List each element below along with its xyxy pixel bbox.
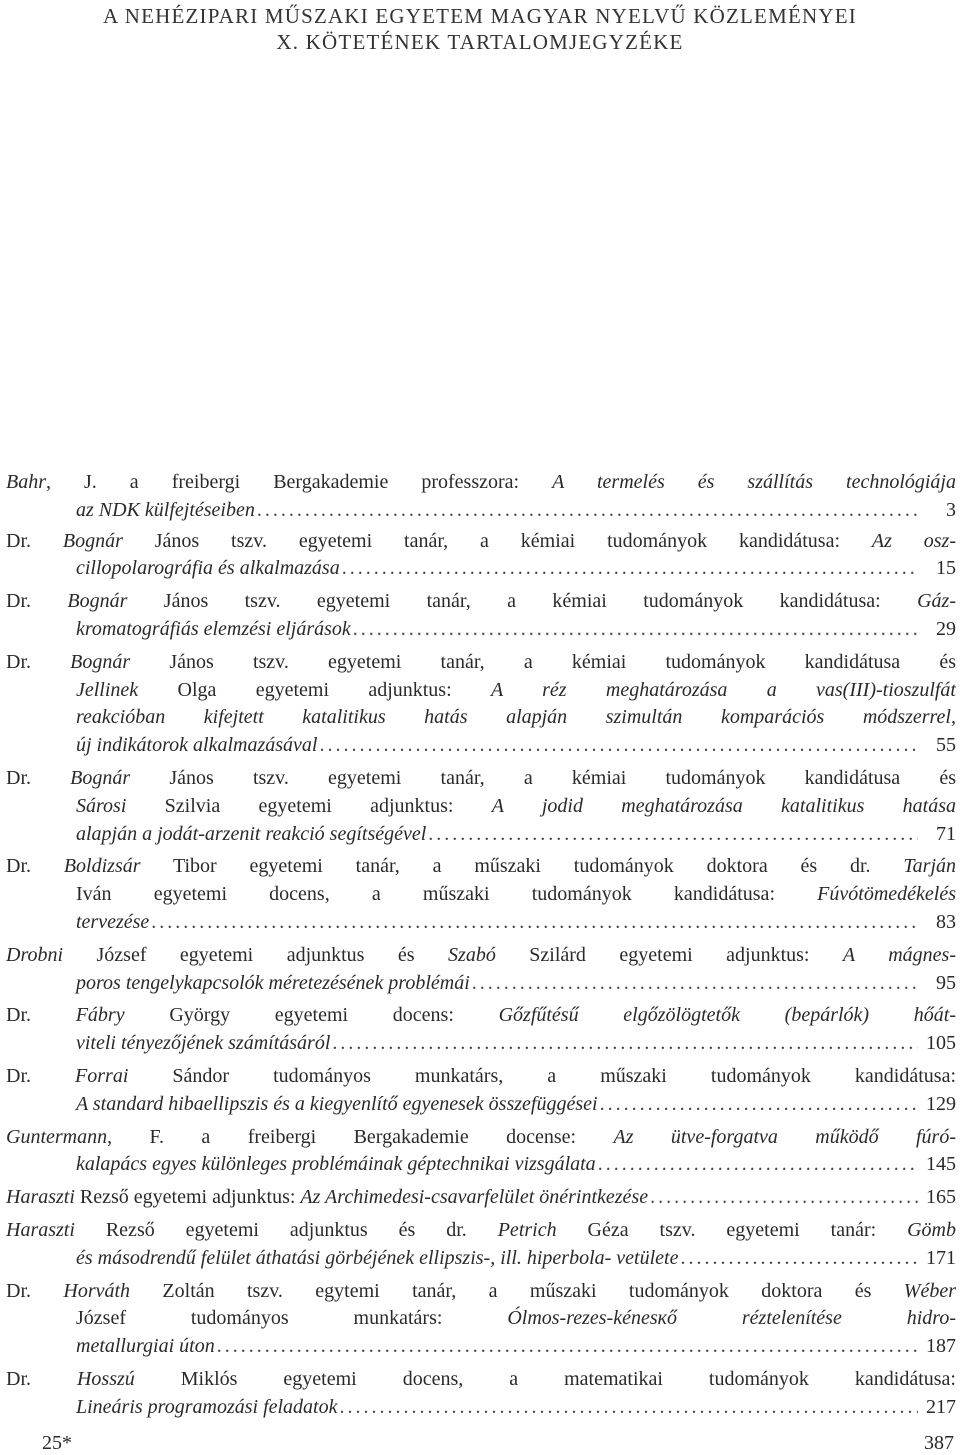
text-segment: Dr.: [6, 1367, 77, 1390]
dot-leader: [319, 732, 918, 760]
text-segment: Rezső egyetemi adjunktus és dr.: [74, 1218, 498, 1241]
toc-line: [6, 1091, 956, 1119]
toc-line: [6, 1030, 956, 1058]
italic-text: Gáz-: [917, 590, 956, 613]
toc-line-text: [76, 1151, 596, 1179]
toc-line: [6, 497, 956, 525]
toc-line-text: [76, 732, 317, 760]
text-segment: Sándor tudományos munkatárs, a műszaki tudományok kandidátusa:: [128, 1064, 956, 1087]
text-segment: Olga egyetemi adjunktus:: [138, 678, 491, 701]
italic-text: Guntermann: [6, 1125, 108, 1148]
toc-line: [6, 1063, 956, 1091]
italic-text: A jodid meghatározása katalitikus hatása: [491, 794, 956, 817]
dot-leader: [680, 1245, 918, 1273]
toc-entry: [6, 1278, 956, 1361]
italic-text: Jellinek: [76, 678, 139, 701]
table-of-contents: [6, 469, 956, 1427]
toc-line: [6, 1217, 956, 1245]
dot-leader: [340, 1394, 919, 1422]
italic-text: Forrai: [75, 1064, 129, 1087]
italic-text: Bognár: [67, 590, 128, 613]
toc-line: [6, 555, 956, 583]
italic-text: cillopolarográfia és alkalmazása: [76, 557, 340, 580]
toc-entry: [6, 765, 956, 848]
italic-text: reakcióban kifejtett katalitikus hatás alapján szimultán komparációs módszerrel,: [76, 706, 956, 729]
text-segment: János tszv. egyetemi tanár, a kémiai tudományok kandidátusa és: [130, 766, 956, 789]
toc-line-text: [76, 970, 470, 998]
dot-leader: [600, 1091, 918, 1119]
italic-text: Boldizsár: [63, 855, 141, 878]
italic-text: kromatográfiás elemzési eljárások: [76, 617, 351, 640]
text-segment: Dr.: [6, 1064, 76, 1087]
text-segment: , J. a freibergi Bergakademie professzora:: [46, 471, 553, 493]
italic-text: az NDK külfejtéseiben: [76, 498, 255, 521]
italic-text: Petrich: [497, 1218, 557, 1241]
text-segment: József egyetemi adjunktus és: [63, 943, 449, 966]
toc-line-text: [76, 1394, 338, 1422]
toc-page-number: 171: [926, 1246, 956, 1269]
dot-leader: [353, 616, 918, 644]
italic-text: Horváth: [63, 1279, 131, 1302]
text-segment: Rezső egyetemi adjunktus:: [74, 1186, 301, 1209]
text-segment: György egyetemi docens:: [124, 1004, 499, 1027]
text-segment: Dr.: [6, 855, 64, 878]
italic-text: kalapács egyes különleges problémáinak géptechnikai vizsgálata: [76, 1153, 596, 1176]
toc-entry: [6, 942, 956, 998]
toc-entry: [6, 1002, 956, 1058]
toc-line: [6, 732, 956, 760]
italic-text: A mágnes-: [842, 943, 956, 966]
text-segment: József tudományos munkatárs:: [76, 1307, 508, 1330]
text-segment: Dr.: [6, 590, 68, 613]
italic-text: Az osz-: [871, 529, 956, 552]
italic-text: Gőzfűtésű elgőzölögtetők (bepárlók) hőát-: [498, 1004, 956, 1027]
toc-line-text: [76, 1030, 330, 1058]
toc-entry: [6, 1063, 956, 1119]
toc-line: [6, 528, 956, 556]
italic-text: Bognár: [70, 650, 131, 673]
toc-page-number: 145: [926, 1153, 956, 1176]
text-segment: János tszv. egyetemi tanár, a kémiai tudományok kandidátusa:: [127, 590, 918, 613]
italic-text: Fábry: [75, 1004, 125, 1027]
toc-line: [6, 881, 956, 909]
toc-entry: [6, 853, 956, 936]
italic-text: Wéber: [903, 1279, 956, 1302]
dot-leader: [428, 821, 918, 849]
italic-text: Bognár: [70, 766, 131, 789]
toc-line: [6, 853, 956, 881]
italic-text: A standard hibaellipszis és a kiegyenlítő egyenesek összefüggései: [76, 1092, 598, 1115]
text-segment: Géza tszv. egyetemi tanár:: [556, 1218, 908, 1241]
text-segment: Dr.: [6, 766, 71, 789]
page-title-line1: A NEHÉZIPARI MŰSZAKI EGYETEM MAGYAR NYELVŰ KÖZLEMÉNYEI: [103, 4, 857, 28]
italic-text: Lineáris programozási feladatok: [76, 1395, 338, 1418]
italic-text: Gömb: [907, 1218, 956, 1241]
text-segment: Miklós egyetemi docens, a matematikai tudományok kandidátusa:: [134, 1367, 956, 1390]
toc-line: [6, 677, 956, 705]
toc-line: [6, 942, 956, 970]
toc-page-number: 105: [926, 1032, 956, 1055]
text-segment: János tszv. egyetemi tanár, a kémiai tudományok kandidátusa és: [130, 650, 956, 673]
italic-text: új indikátorok alkalmazásával: [76, 734, 318, 757]
toc-entry: [6, 1366, 956, 1422]
text-segment: Szilárd egyetemi adjunktus:: [495, 943, 843, 966]
toc-line: [6, 1151, 956, 1179]
toc-line-text: [76, 1091, 598, 1119]
dot-leader: [342, 555, 918, 583]
toc-entry: [6, 1217, 956, 1273]
italic-text: Az ütve-forgatva működő fúró-: [613, 1125, 956, 1148]
italic-text: Fúvótömedékelés: [817, 883, 956, 906]
italic-text: A termelés és szállítás technológiája: [552, 471, 956, 493]
toc-entry: [6, 1124, 956, 1180]
toc-page-number: 165: [926, 1186, 956, 1209]
italic-text: Hosszú: [76, 1367, 135, 1390]
italic-text: viteli tényezőjének számításáról: [76, 1032, 331, 1055]
italic-text: Szabó: [448, 943, 496, 966]
toc-entry: [6, 528, 956, 584]
toc-page-number: 3: [946, 498, 956, 521]
italic-text: Sárosi: [76, 794, 127, 817]
toc-line: [6, 1394, 956, 1422]
text-segment: Dr.: [6, 529, 63, 552]
toc-page-number: 29: [936, 617, 956, 640]
toc-line-text: [6, 1184, 648, 1212]
signature-mark: 25*: [42, 1432, 72, 1454]
italic-text: és másodrendű felület áthatási görbéjének ellipszis-, ill. hiperbola- vetülete: [76, 1246, 679, 1269]
italic-text: tervezése: [76, 910, 150, 933]
toc-line: [6, 1333, 956, 1361]
toc-line: [6, 1184, 956, 1212]
toc-line: [6, 1002, 956, 1030]
toc-line: [6, 1305, 956, 1333]
italic-text: metallurgiai úton: [76, 1335, 215, 1358]
italic-text: Haraszti: [6, 1186, 75, 1209]
toc-page-number: 129: [926, 1092, 956, 1115]
text-segment: Tibor egyetemi tanár, a műszaki tudományok doktora és dr.: [140, 855, 904, 878]
toc-line: [6, 765, 956, 793]
toc-line: [6, 821, 956, 849]
toc-line: [6, 1245, 956, 1273]
page-number: 387: [924, 1432, 954, 1454]
toc-line: [6, 704, 956, 732]
dot-leader: [650, 1184, 918, 1212]
italic-text: Ólmos-rezes-kénesкő réztelenítése hidro-: [507, 1307, 956, 1330]
text-segment: , F. a freibergi Bergakademie docense:: [107, 1125, 614, 1148]
toc-line-text: [76, 555, 340, 583]
italic-text: Haraszti: [6, 1218, 75, 1241]
toc-line: [6, 1124, 956, 1152]
toc-page-number: 83: [936, 910, 956, 933]
toc-entry: [6, 649, 956, 760]
text-segment: Dr.: [6, 1279, 64, 1302]
toc-line: [6, 793, 956, 821]
italic-text: Drobni: [6, 943, 64, 966]
toc-line-text: [76, 821, 426, 849]
toc-page-number: 217: [926, 1395, 956, 1418]
toc-line-text: [76, 909, 149, 937]
dot-leader: [472, 970, 918, 998]
text-segment: János tszv. egyetemi tanár, a kémiai tudományok kandidátusa:: [122, 529, 872, 552]
toc-line: [6, 1366, 956, 1394]
toc-line: [6, 1278, 956, 1306]
toc-line: [6, 616, 956, 644]
italic-text: alapján a jodát-arzenit reakció segítségével: [76, 822, 427, 845]
toc-line: [6, 649, 956, 677]
toc-page-number: 71: [936, 822, 956, 845]
text-segment: Zoltán tszv. egytemi tanár, a műszaki tudományok doktora és: [130, 1279, 904, 1302]
toc-page-number: 55: [936, 734, 956, 757]
toc-line: [6, 469, 956, 497]
italic-text: Bahr: [6, 471, 46, 493]
text-segment: Dr.: [6, 650, 71, 673]
dot-leader: [151, 909, 918, 937]
toc-page-number: 95: [936, 971, 956, 994]
toc-line-text: [76, 1333, 215, 1361]
dot-leader: [598, 1151, 918, 1179]
text-segment: Dr.: [6, 1004, 76, 1027]
italic-text: Bognár: [62, 529, 123, 552]
page-title-line2: X. KÖTETÉNEK TARTALOMJEGYZÉKE: [276, 30, 684, 54]
toc-line-text: [76, 1245, 678, 1273]
italic-text: A réz meghatározása a vas(III)-tioszulfát: [490, 678, 956, 701]
toc-entry: [6, 588, 956, 644]
toc-page-number: 15: [936, 557, 956, 580]
dot-leader: [332, 1030, 918, 1058]
dot-leader: [217, 1333, 918, 1361]
italic-text: poros tengelykapcsolók méretezésének problémái: [76, 971, 470, 994]
toc-entry: [6, 1184, 956, 1212]
toc-line: [6, 588, 956, 616]
italic-text: Az Archimedesi-csavarfelület önérintkezése: [300, 1186, 649, 1209]
toc-page-number: 187: [926, 1335, 956, 1358]
toc-line: [6, 970, 956, 998]
toc-entry: [6, 469, 956, 525]
dot-leader: [257, 497, 918, 525]
text-segment: Iván egyetemi docens, a műszaki tudományok kandidátusa:: [76, 883, 818, 906]
toc-line-text: [76, 497, 255, 525]
toc-line-text: [76, 616, 351, 644]
toc-line: [6, 909, 956, 937]
text-segment: Szilvia egyetemi adjunktus:: [126, 794, 492, 817]
italic-text: Tarján: [903, 855, 956, 878]
